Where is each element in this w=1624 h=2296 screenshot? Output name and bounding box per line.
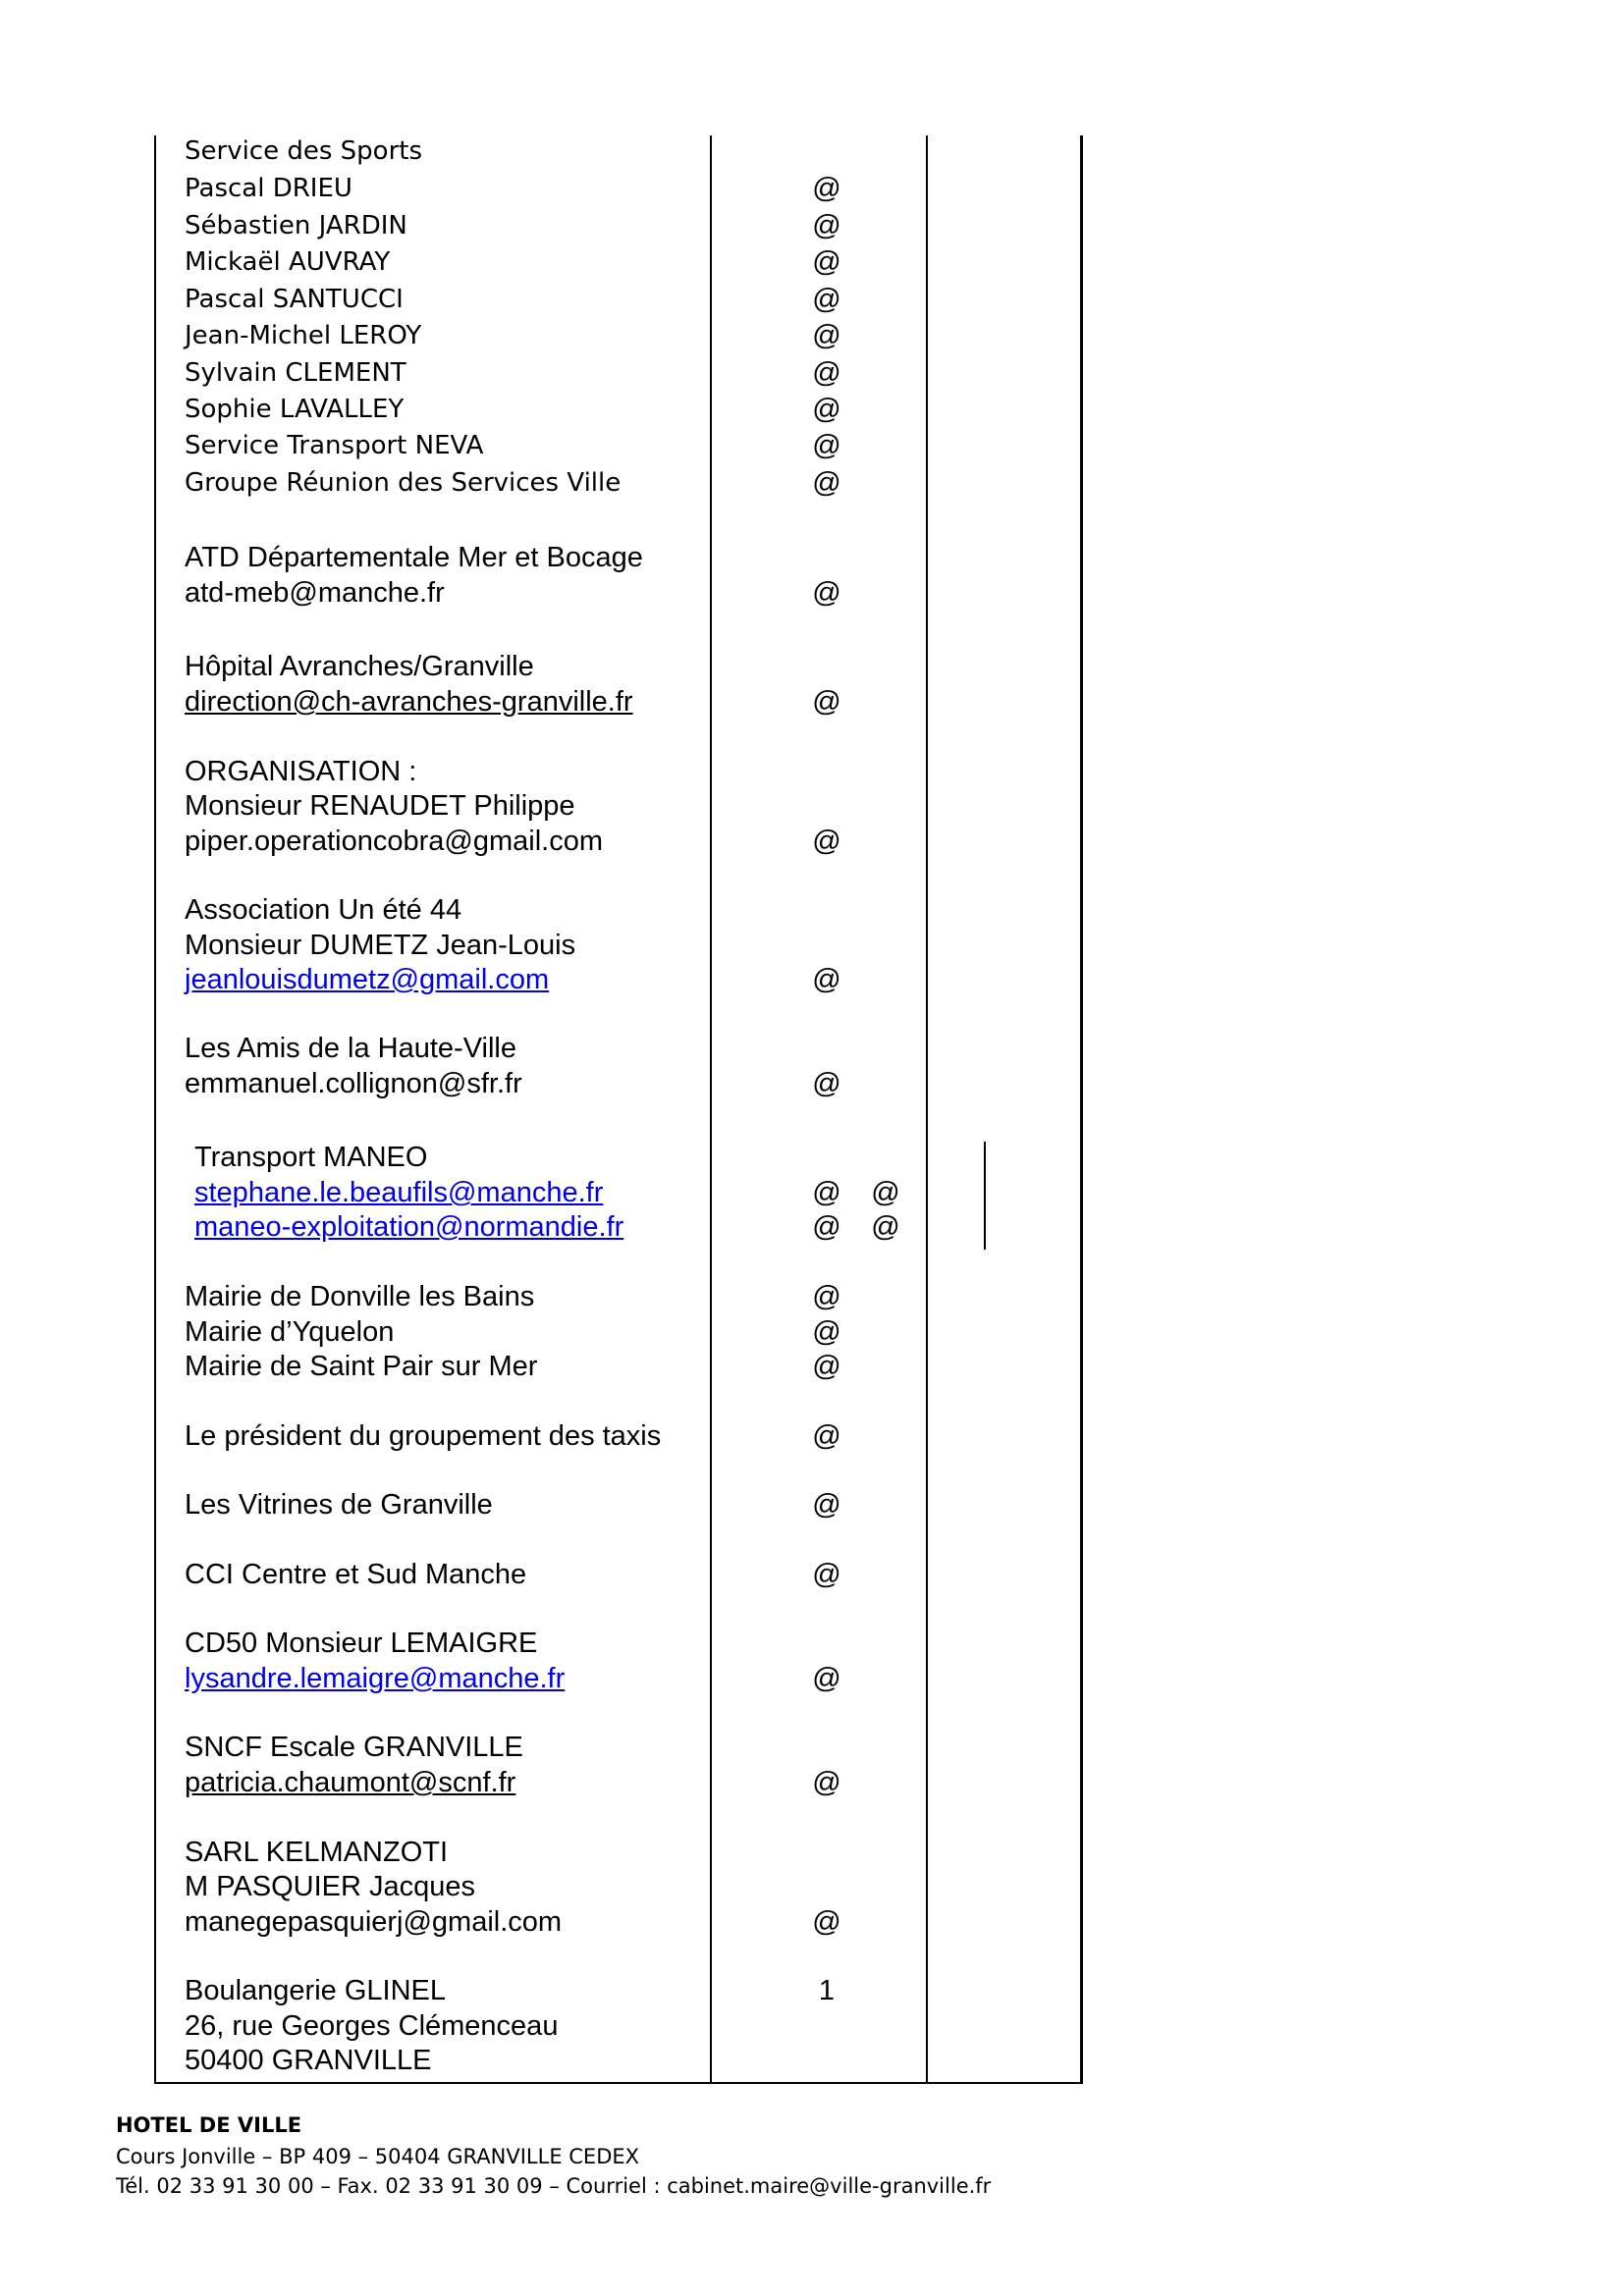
table-row — [0, 318, 1624, 353]
table-row — [0, 962, 1624, 997]
recipient-name: Sébastien JARDIN — [185, 211, 407, 240]
table-row — [0, 1765, 1624, 1800]
mark-col1: 1 — [818, 1975, 836, 2006]
mark-col1: @ — [812, 1281, 841, 1312]
email-link[interactable]: maneo-exploitation@normandie.fr — [194, 1211, 624, 1243]
recipient-name: Les Vitrines de Granville — [185, 1489, 493, 1521]
recipient-name: Association Un été 44 — [185, 894, 462, 926]
recipient-name: Jean-Michel LEROY — [185, 321, 422, 350]
table-row — [0, 1314, 1624, 1350]
table-row — [0, 428, 1624, 463]
table-row — [0, 1140, 1624, 1175]
table-row — [0, 1349, 1624, 1384]
mark-col1: @ — [812, 1559, 841, 1590]
footer-address: Cours Jonville – BP 409 – 50404 GRANVILLE CEDEX — [116, 2145, 640, 2168]
recipient-name: M PASQUIER Jacques — [185, 1871, 476, 1902]
table-row — [0, 684, 1624, 720]
mark-col1: @ — [812, 1211, 841, 1243]
mark-col1: @ — [812, 210, 841, 241]
mark-col1: @ — [812, 173, 841, 204]
recipient-name: CD50 Monsieur LEMAIGRE — [185, 1628, 538, 1659]
table-row — [0, 754, 1624, 789]
mark-col1: @ — [812, 686, 841, 718]
mark-col1: @ — [812, 1906, 841, 1938]
recipient-name: atd-meb@manche.fr — [185, 577, 445, 609]
table-row — [0, 1973, 1624, 2008]
recipient-name: 50400 GRANVILLE — [185, 2045, 432, 2076]
recipient-name: Mairie d’Yquelon — [185, 1316, 395, 1348]
table-row — [0, 1175, 1624, 1210]
table-row — [0, 1209, 1624, 1245]
mark-col1: @ — [812, 826, 841, 857]
table-row — [0, 1066, 1624, 1101]
recipient-name: CCI Centre et Sud Manche — [185, 1559, 527, 1590]
mark-col1: @ — [812, 357, 841, 389]
email-link[interactable]: direction@ch-avranches-granville.fr — [185, 686, 633, 718]
mark-col2: @ — [871, 1211, 900, 1243]
table-row — [0, 282, 1624, 317]
footer-title: HOTEL DE VILLE — [116, 2113, 302, 2137]
recipient-name: ATD Départementale Mer et Bocage — [185, 542, 643, 573]
mark-col1: @ — [812, 1068, 841, 1099]
table-row — [0, 1869, 1624, 1904]
mark-col2: @ — [871, 1177, 900, 1208]
recipient-name: Mairie de Donville les Bains — [185, 1281, 535, 1312]
recipient-name: SNCF Escale GRANVILLE — [185, 1732, 523, 1763]
table-bottom-border — [154, 2082, 1083, 2084]
table-row — [0, 355, 1624, 391]
table-row — [0, 133, 1624, 169]
recipient-name: Pascal DRIEU — [185, 174, 352, 203]
table-row — [0, 928, 1624, 963]
table-row — [0, 1487, 1624, 1522]
mark-col1: @ — [812, 430, 841, 461]
table-row — [0, 2043, 1624, 2078]
email-link[interactable]: stephane.le.beaufils@manche.fr — [194, 1177, 604, 1208]
table-row — [0, 1730, 1624, 1765]
table-row — [0, 2008, 1624, 2044]
recipient-name: Groupe Réunion des Services Ville — [185, 468, 622, 498]
table-row — [0, 1557, 1624, 1592]
mark-col1: @ — [812, 246, 841, 278]
recipient-name: Monsieur RENAUDET Philippe — [185, 790, 575, 822]
table-row — [0, 540, 1624, 575]
mark-col1: @ — [812, 1663, 841, 1694]
mark-col1: @ — [812, 467, 841, 499]
table-row — [0, 1031, 1624, 1066]
recipient-name: Hôpital Avranches/Granville — [185, 651, 534, 682]
recipient-name: manegepasquierj@gmail.com — [185, 1906, 563, 1938]
recipient-name: Mickaël AUVRAY — [185, 247, 391, 277]
mark-col1: @ — [812, 577, 841, 609]
footer-contact: Tél. 02 33 91 30 00 – Fax. 02 33 91 30 09 – Courriel : cabinet.maire@ville-granville.fr — [116, 2174, 992, 2198]
email-link[interactable]: patricia.chaumont@scnf.fr — [185, 1767, 516, 1798]
table-row — [0, 788, 1624, 824]
mark-col1: @ — [812, 1177, 841, 1208]
recipient-name: Sylvain CLEMENT — [185, 358, 406, 388]
mark-col1: @ — [812, 1351, 841, 1382]
recipient-name: ORGANISATION : — [185, 756, 417, 787]
mark-col1: @ — [812, 284, 841, 315]
table-row — [0, 1904, 1624, 1940]
table-row — [0, 392, 1624, 427]
mark-col1: @ — [812, 1420, 841, 1452]
recipient-name: Monsieur DUMETZ Jean-Louis — [185, 930, 576, 961]
mark-col1: @ — [812, 1489, 841, 1521]
recipient-name: piper.operationcobra@gmail.com — [185, 826, 603, 857]
table-row — [0, 892, 1624, 928]
mark-col1: @ — [812, 1316, 841, 1348]
recipient-name: Service Transport NEVA — [185, 431, 484, 460]
mark-col1: @ — [812, 320, 841, 351]
table-row — [0, 1661, 1624, 1696]
table-row — [0, 824, 1624, 859]
recipient-name: emmanuel.collignon@sfr.fr — [185, 1068, 522, 1099]
table-row — [0, 649, 1624, 684]
mark-col1: @ — [812, 394, 841, 425]
table-row — [0, 1835, 1624, 1870]
table-row — [0, 1626, 1624, 1661]
email-link[interactable]: jeanlouisdumetz@gmail.com — [185, 964, 550, 995]
table-row — [0, 575, 1624, 611]
recipient-name: 26, rue Georges Clémenceau — [185, 2010, 559, 2042]
recipient-name: Les Amis de la Haute-Ville — [185, 1033, 516, 1064]
recipient-name: Le président du groupement des taxis — [185, 1420, 662, 1452]
table-row — [0, 1418, 1624, 1454]
table-row — [0, 208, 1624, 243]
recipient-name: Mairie de Saint Pair sur Mer — [185, 1351, 538, 1382]
email-link[interactable]: lysandre.lemaigre@manche.fr — [185, 1663, 566, 1694]
recipient-name: Sophie LAVALLEY — [185, 395, 405, 424]
recipient-name: Service des Sports — [185, 136, 423, 166]
mark-col1: @ — [812, 1767, 841, 1798]
recipient-name: Transport MANEO — [194, 1142, 428, 1173]
mark-col1: @ — [812, 964, 841, 995]
table-row — [0, 171, 1624, 206]
table-row — [0, 465, 1624, 501]
table-row — [0, 1279, 1624, 1314]
recipient-name: SARL KELMANZOTI — [185, 1837, 449, 1868]
recipient-name: Boulangerie GLINEL — [185, 1975, 446, 2006]
table-row — [0, 244, 1624, 280]
recipient-name: Pascal SANTUCCI — [185, 285, 404, 314]
